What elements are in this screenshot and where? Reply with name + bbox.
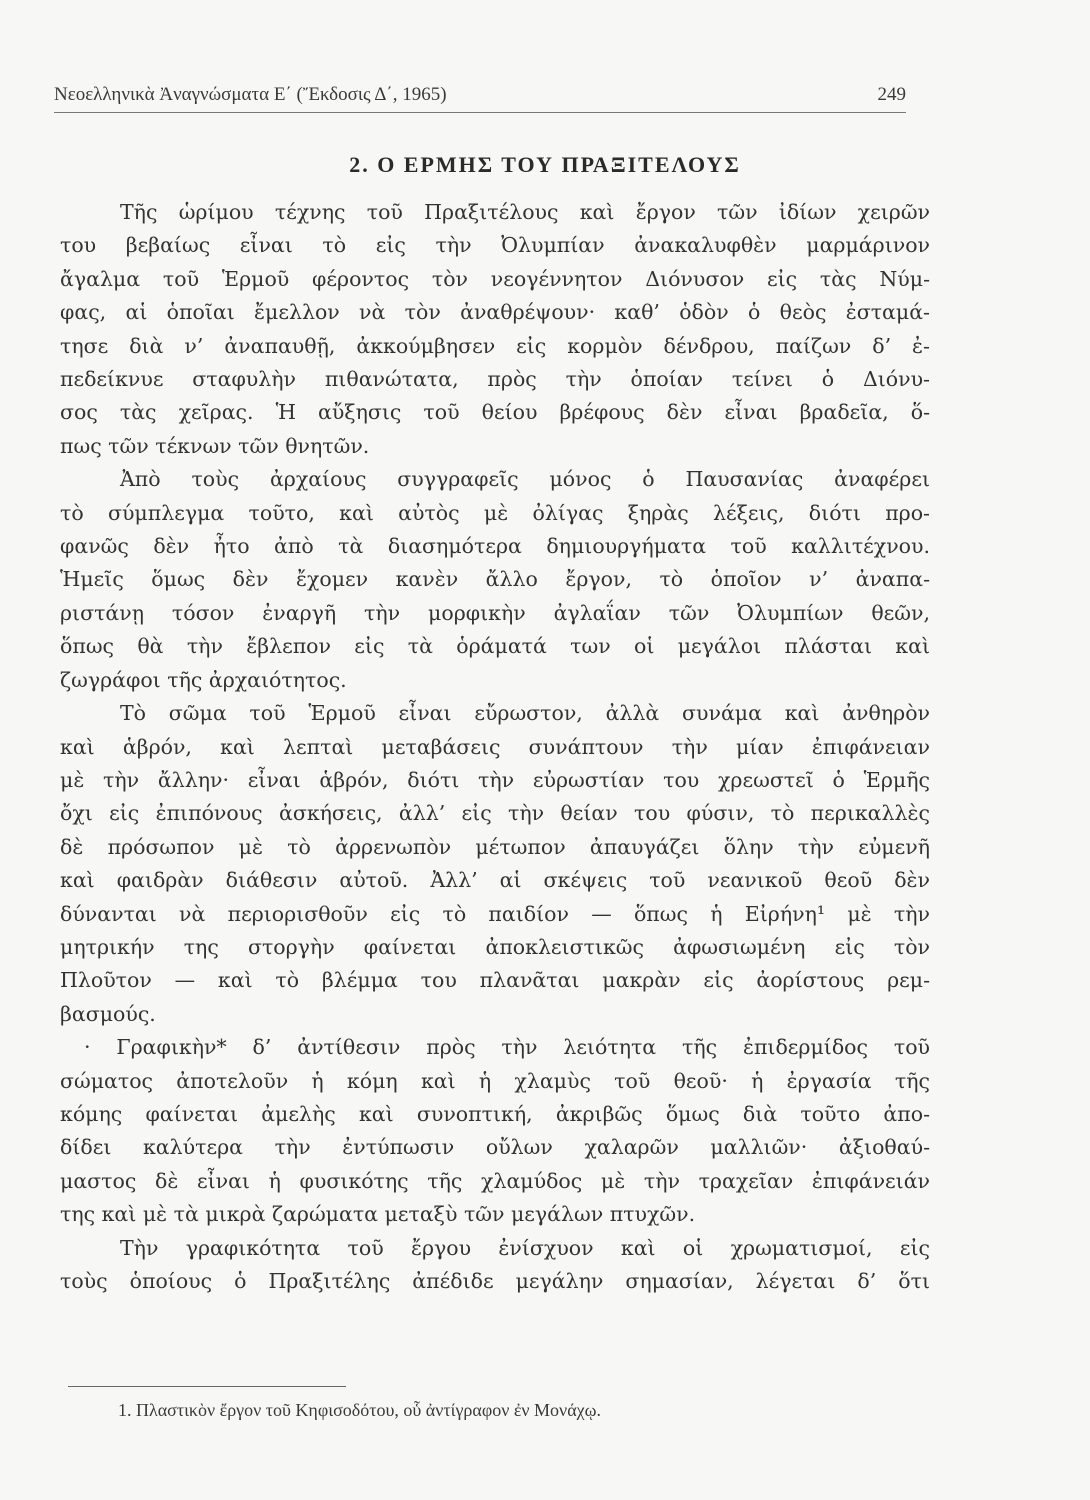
text-line: φας, αἱ ὁποῖαι ἔμελλον νὰ τὸν ἀναθρέψουν· καθ’ ὁδὸν ὁ θεὸς ἐσταμά- (60, 300, 930, 325)
text-line: ἄγαλμα τοῦ Ἑρμοῦ φέροντος τὸν νεογέννητον Διόνυσον εἰς τὰς Νύμ- (60, 266, 930, 291)
text-line: τὸ σύμπλεγμα τοῦτο, καὶ αὐτὸς μὲ ὀλίγας ξηρὰς λέξεις, διότι προ- (60, 500, 930, 525)
page-number: 249 (877, 84, 906, 105)
text-line: σος τὰς χεῖρας. Ἡ αὔξησις τοῦ θείου βρέφους δὲν εἶναι βραδεῖα, ὅ- (60, 400, 930, 425)
text-line: Πλοῦτον — καὶ τὸ βλέμμα του πλανᾶται μακρὰν εἰς ἀορίστους ρεμ- (60, 968, 930, 993)
text-line: τοὺς ὁποίους ὁ Πραξιτέλης ἀπέδιδε μεγάλην σημασίαν, λέγεται δ’ ὅτι (60, 1269, 930, 1293)
text-line: καὶ φαιδρὰν διάθεσιν αὐτοῦ. Ἀλλ’ αἱ σκέψεις τοῦ νεανικοῦ θεοῦ δὲν (60, 868, 930, 893)
text-line: Ἀπὸ τοὺς ἀρχαίους συγγραφεῖς μόνος ὁ Παυσανίας ἀναφέρει (120, 467, 930, 492)
text-line: · Γραφικὴν* δ’ ἀντίθεσιν πρὸς τὴν λειότητα τῆς ἐπιδερμίδος τοῦ (84, 1035, 930, 1060)
text-line: βασμούς. (60, 1001, 156, 1026)
text-line: πως τῶν τέκνων τῶν θνητῶν. (60, 433, 370, 458)
text-line: δύνανται νὰ περιορισθοῦν εἰς τὸ παιδίον — ὅπως ἡ Εἰρήνη¹ μὲ τὴν (60, 901, 930, 926)
chapter-title: 2. Ο ΕΡΜΗΣ ΤΟΥ ΠΡΑΞΙΤΕΛΟΥΣ (349, 152, 741, 177)
text-line: πεδείκνυε σταφυλὴν πιθανώτατα, πρὸς τὴν ὁποίαν τείνει ὁ Διόνυ- (60, 367, 930, 392)
text-line: Τὴν γραφικότητα τοῦ ἔργου ἐνίσχυον καὶ οἱ χρωματισμοί, εἰς (120, 1235, 930, 1260)
text-line: δὲ πρόσωπον μὲ τὸ ἀρρενωπὸν μέτωπον ἀπαυγάζει ὅλην τὴν εὐμενῆ (60, 834, 930, 859)
text-line: καὶ ἁβρόν, καὶ λεπταὶ μεταβάσεις συνάπτουν τὴν μίαν ἐπιφάνειαν (60, 734, 930, 759)
text-line: σώματος ἀποτελοῦν ἡ κόμη καὶ ἡ χλαμὺς τοῦ θεοῦ· ἡ ἐργασία τῆς (60, 1068, 930, 1093)
text-line: μαστος δὲ εἶναι ἡ φυσικότης τῆς χλαμύδος μὲ τὴν τραχεῖαν ἐπιφάνειάν (60, 1168, 930, 1193)
text-line: Τῆς ὡρίμου τέχνης τοῦ Πραξιτέλους καὶ ἔργον τῶν ἰδίων χειρῶν (120, 200, 930, 224)
text-line: της καὶ μὲ τὰ μικρὰ ζαρώματα μεταξὺ τῶν μεγάλων πτυχῶν. (60, 1202, 696, 1227)
text-line: Ἡμεῖς ὅμως δὲν ἔχομεν κανὲν ἄλλο ἔργον, τὸ ὁποῖον ν’ ἀναπα- (60, 567, 930, 592)
footnote-rule (68, 1386, 346, 1387)
text-line: τησε διὰ ν’ ἀναπαυθῇ, ἀκκούμβησεν εἰς κορμὸν δένδρου, παίζων δ’ ἐ- (60, 333, 930, 358)
footnote: 1. Πλαστικὸν ἔργον τοῦ Κηφισοδότου, οὗ ἀντίγραφον ἐν Μονάχῳ. (118, 1400, 601, 1420)
text-line: δίδει καλύτερα τὴν ἐντύπωσιν οὔλων χαλαρῶν μαλλιῶν· ἀξιοθαύ- (60, 1135, 930, 1160)
text-line: ὅπως θὰ τὴν ἔβλεπον εἰς τὰ ὁράματά των οἱ μεγάλοι πλάσται καὶ (60, 634, 930, 659)
body-text (60, 196, 930, 1298)
text-line: μητρικήν της στοργὴν φαίνεται ἀποκλειστικῶς ἀφωσιωμένη εἰς τὸν (60, 934, 930, 959)
text-line: φανῶς δὲν ἦτο ἀπὸ τὰ διασημότερα δημιουργήματα τοῦ καλλιτέχνου. (60, 534, 930, 559)
text-line: του βεβαίως εἶναι τὸ εἰς τὴν Ὀλυμπίαν ἀνακαλυφθὲν μαρμάρινον (60, 233, 930, 258)
text-line: Τὸ σῶμα τοῦ Ἑρμοῦ εἶναι εὔρωστον, ἀλλὰ συνάμα καὶ ἀνθηρὸν (120, 701, 930, 726)
text-line: ριστάνῃ τόσον ἐναργῆ τὴν μορφικὴν ἀγλαΐαν τῶν Ὀλυμπίων θεῶν, (60, 600, 930, 625)
text-line: ὄχι εἰς ἐπιπόνους ἀσκήσεις, ἀλλ’ εἰς τὴν θείαν του φύσιν, τὸ περικαλλὲς (60, 801, 930, 826)
running-header (54, 84, 906, 113)
header-book-title: Νεοελληνικὰ Ἀναγνώσματα Ε΄ (Ἔκδοσις Δ΄, 1965) (54, 84, 447, 105)
text-line: ζωγράφοι τῆς ἀρχαιότητος. (60, 667, 347, 692)
text-line: μὲ τὴν ἄλλην· εἶναι ἁβρόν, διότι τὴν εὐρωστίαν του χρεωστεῖ ὁ Ἑρμῆς (60, 767, 930, 792)
text-line: κόμης φαίνεται ἀμελὴς καὶ συνοπτική, ἀκριβῶς ὅμως διὰ τοῦτο ἀπο- (60, 1101, 930, 1126)
